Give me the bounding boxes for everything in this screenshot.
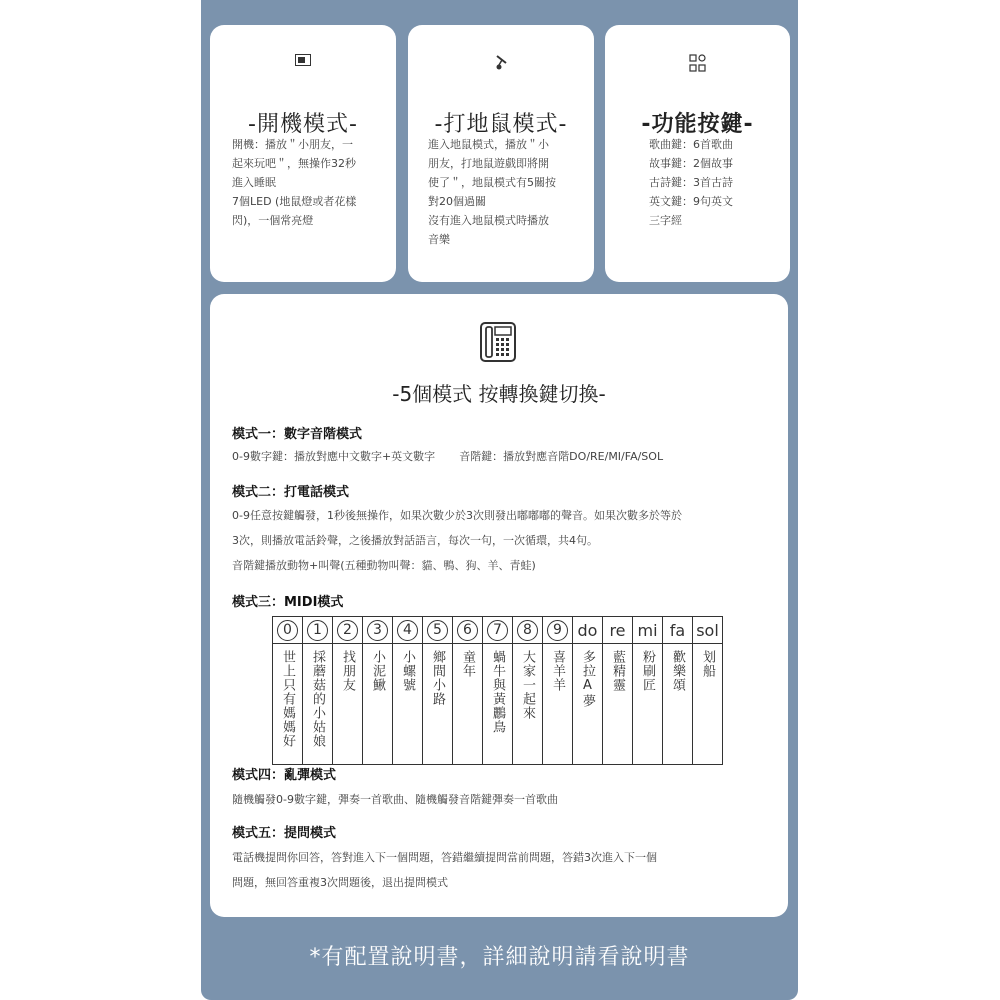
mode-5-line: 電話機提問你回答，答對進入下一個問題，答錯繼續提問當前問題，答錯3次進入下一個 <box>232 851 657 864</box>
card-line: 閃)，一個常亮燈 <box>232 214 314 227</box>
midi-key-cell <box>303 617 333 644</box>
midi-song-name: 小螺號 <box>400 650 415 692</box>
midi-song-name: 蝸牛與黃鸝鳥 <box>490 650 505 734</box>
card-line: 進入地鼠模式，播放＂小 <box>428 138 549 151</box>
mode-5-line: 問題，無回答重複3次問題後，退出提問模式 <box>232 876 448 889</box>
mode-2-line: 0-9任意按鍵觸發，1秒後無操作，如果次數少於3次則發出嘟嘟嘟的聲音。如果次數多於等於 <box>232 509 682 522</box>
midi-key-label: 1 <box>307 620 328 641</box>
midi-song-name: 採蘑菇的小姑娘 <box>310 650 325 748</box>
card-line: 音樂 <box>428 233 450 246</box>
midi-key-label: 6 <box>457 620 478 641</box>
mode-2-line: 音階鍵播放動物+叫聲(五種動物叫聲：貓、鴨、狗、羊、青蛙) <box>232 559 536 572</box>
midi-song-cell <box>483 644 513 765</box>
midi-key-label: 5 <box>427 620 448 641</box>
mode-4-section <box>232 764 778 807</box>
card-title: -功能按鍵- <box>641 112 754 137</box>
midi-key-cell <box>273 617 303 644</box>
card-line: 故事鍵：2個故事 <box>649 157 733 170</box>
card-title: -開機模式- <box>248 112 358 137</box>
midi-key-label: fa <box>669 620 686 640</box>
mode-3-title: 模式三：MIDI模式 <box>232 595 344 610</box>
midi-key-cell <box>483 617 513 644</box>
mode-4-title: 模式四：亂彈模式 <box>232 768 337 783</box>
midi-song-name: 藍精靈 <box>610 650 625 692</box>
midi-key-label: sol <box>696 620 719 640</box>
mode-1-line-a: 0-9數字鍵：播放對應中文數字+英文數字 <box>232 450 436 463</box>
midi-song-cell <box>423 644 453 765</box>
midi-song-name: 小泥鰍 <box>370 650 385 692</box>
midi-key-label: do <box>577 620 598 640</box>
midi-song-name: 大家一起來 <box>520 650 535 720</box>
midi-song-cell <box>333 644 363 765</box>
midi-song-cell <box>543 644 573 765</box>
midi-song-name: 鄉間小路 <box>430 650 445 706</box>
card-title: -打地鼠模式- <box>434 112 568 137</box>
power-switch-icon <box>295 54 311 66</box>
midi-key-cell <box>543 617 573 644</box>
midi-key-cell <box>393 617 423 644</box>
midi-key-label: re <box>609 620 626 640</box>
midi-key-label: 8 <box>517 620 538 641</box>
mode-3-section <box>232 591 778 610</box>
midi-song-row <box>273 644 723 765</box>
card-text <box>232 135 382 230</box>
card-line: 7個LED (地鼠燈或者花樣 <box>232 195 357 208</box>
midi-song-cell <box>663 644 693 765</box>
midi-song-name: 粉刷匠 <box>640 650 655 692</box>
midi-key-label: mi <box>637 620 658 640</box>
midi-song-name: 多拉A夢 <box>580 650 595 708</box>
card-line: 朋友，打地鼠遊戲即將開 <box>428 157 549 170</box>
midi-song-cell <box>693 644 723 765</box>
main-title: -5個模式 按轉換鍵切換- <box>392 382 606 406</box>
midi-key-cell <box>693 617 723 644</box>
midi-key-label: 4 <box>397 620 418 641</box>
telephone-icon <box>480 322 516 362</box>
midi-key-song-table <box>272 616 723 765</box>
midi-key-label: 0 <box>277 620 298 641</box>
card-line: 古詩鍵：3首古詩 <box>649 176 733 189</box>
mode-5-section <box>232 822 778 890</box>
mode-1-section <box>232 423 778 464</box>
card-text <box>649 135 776 230</box>
mode-1-text <box>232 448 778 464</box>
card-line: 沒有進入地鼠模式時播放 <box>428 214 549 227</box>
mode-5-title: 模式五：提問模式 <box>232 826 337 841</box>
mode-2-title: 模式二：打電話模式 <box>232 485 350 500</box>
midi-song-cell <box>273 644 303 765</box>
card-line: 起來玩吧＂，無操作32秒 <box>232 157 356 170</box>
mode-2-line: 3次，則播放電話鈴聲，之後播放對話語言，每次一句，一次循環，共4句。 <box>232 534 598 547</box>
midi-key-cell <box>453 617 483 644</box>
midi-song-cell <box>513 644 543 765</box>
midi-key-cell <box>663 617 693 644</box>
midi-song-cell <box>303 644 333 765</box>
card-line: 對20個過關 <box>428 195 486 208</box>
midi-key-label: 2 <box>337 620 358 641</box>
card-five-modes <box>210 294 788 917</box>
midi-key-row <box>273 617 723 644</box>
midi-song-name: 童年 <box>460 650 475 678</box>
midi-key-cell <box>423 617 453 644</box>
midi-key-cell <box>363 617 393 644</box>
whack-a-mole-icon <box>493 54 509 70</box>
mode-1-title: 模式一：數字音階模式 <box>232 427 363 442</box>
midi-song-name: 找朋友 <box>340 650 355 692</box>
card-line: 使了＂，地鼠模式有5關按 <box>428 176 556 189</box>
card-line: 英文鍵：9句英文 <box>649 195 733 208</box>
card-line: 開機：播放＂小朋友，一 <box>232 138 353 151</box>
midi-key-cell <box>633 617 663 644</box>
midi-key-cell <box>513 617 543 644</box>
card-power-on-mode <box>210 25 396 282</box>
midi-key-cell <box>573 617 603 644</box>
midi-key-cell <box>603 617 633 644</box>
footer-note: *有配置說明書，詳細說明請看說明書 <box>309 945 690 970</box>
midi-key-label: 3 <box>367 620 388 641</box>
midi-song-cell <box>363 644 393 765</box>
midi-key-cell <box>333 617 363 644</box>
midi-key-label: 9 <box>547 620 568 641</box>
midi-song-cell <box>453 644 483 765</box>
midi-song-cell <box>573 644 603 765</box>
midi-song-name: 歡樂頌 <box>670 650 685 692</box>
midi-song-cell <box>633 644 663 765</box>
mode-2-section <box>232 481 778 573</box>
midi-song-name: 划船 <box>700 650 715 678</box>
mode-1-line-b: 音階鍵：播放對應音階DO/RE/MI/FA/SOL <box>459 450 664 463</box>
card-line: 進入睡眠 <box>232 176 276 189</box>
card-text <box>428 135 580 249</box>
mode-4-line: 隨機觸發0-9數字鍵，彈奏一首歌曲、隨機觸發音階鍵彈奏一首歌曲 <box>232 793 558 806</box>
card-whack-a-mole-mode <box>408 25 594 282</box>
midi-song-name: 喜羊羊 <box>550 650 565 692</box>
midi-song-name: 世上只有媽媽好 <box>280 650 295 748</box>
midi-key-label: 7 <box>487 620 508 641</box>
card-line: 三字經 <box>649 214 682 227</box>
card-line: 歌曲鍵：6首歌曲 <box>649 138 733 151</box>
card-function-keys <box>605 25 790 282</box>
midi-song-cell <box>393 644 423 765</box>
midi-song-cell <box>603 644 633 765</box>
function-grid-icon <box>689 54 707 72</box>
